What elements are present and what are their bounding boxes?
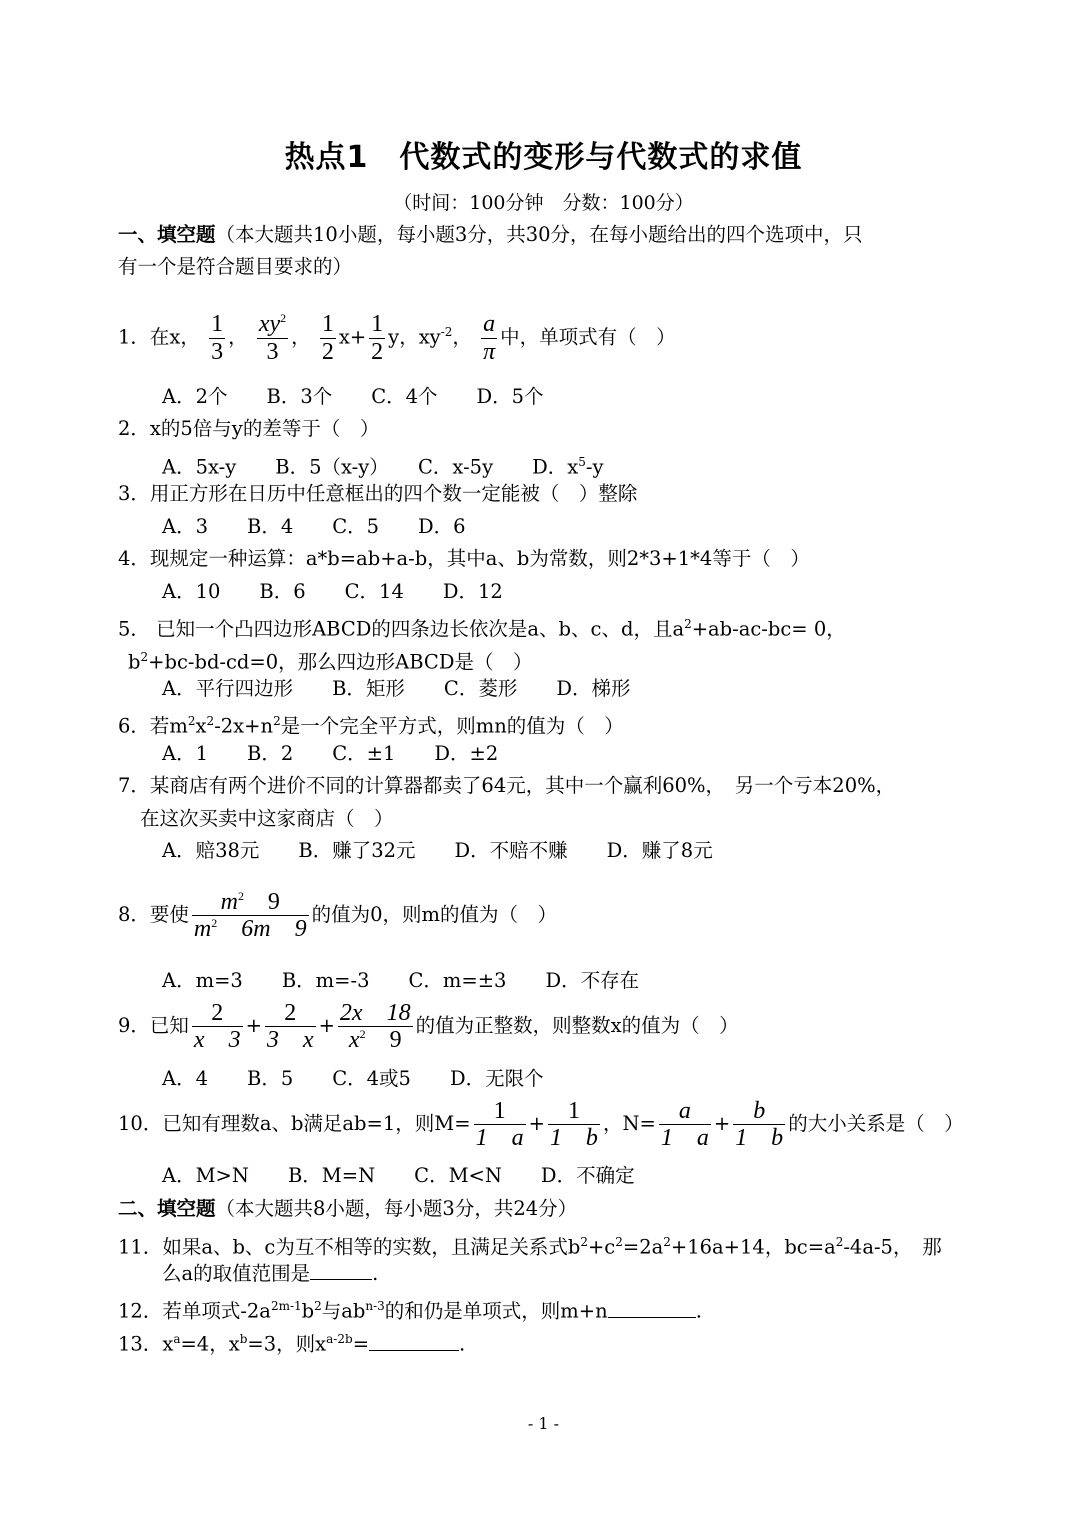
q3-options: A．3 B．4 C．5 D．6 [162,515,466,538]
q9-fraction-1: $\frac{2}{x 3}$ [193,999,241,1053]
page-number: - 1 - [527,1414,560,1433]
q1-fraction-2: $\frac{xy^2}{3}$ [258,311,287,365]
q12-answer-blank[interactable] [608,1299,696,1318]
section2-header [118,1194,577,1224]
question-5-line2: $b^2+bc-bd-cd=0$，那么四边形ABCD是（ ） [128,650,533,674]
section1-header [118,220,863,250]
question-5: 5． 已知一个凸四边形ABCD的四条边长依次是a、b、c、d，且$a^2+ab-ac-bc= 0$， [118,617,846,641]
q9-fraction-2: $\frac{2}{3 x}$ [266,999,314,1053]
q5-options: A．平行四边形 B．矩形 C．菱形 D．梯形 [162,677,631,700]
section1-desc-line2: 有一个是符合题目要求的） [118,255,353,278]
question-7: 7．某商店有两个进价不同的计算器都卖了64元，其中一个赢利60%， 另一个亏本20%， [118,774,896,797]
q7-options: A．赔38元 B．赚了32元 D．不赔不赚 D．赚了8元 [162,839,713,862]
question-11: 11．如果a、b、c为互不相等的实数，且满足关系式$b^2+c^2=2a^2+16a+14$，$bc=a^2-4a-5$， 那 [118,1235,942,1259]
q9-options: A．4 B．5 C．4或5 D．无限个 [162,1067,544,1090]
question-4: 4．现规定一种运算：a*b=ab+a-b，其中a、b为常数，则2*3+1*4等于（ ） [118,547,810,570]
question-7-line2: 在这次买卖中这家商店（ ） [140,807,394,830]
question-2: 2．x的5倍与y的差等于（ ） [118,417,380,440]
q4-options: A．10 B．6 C．14 D．12 [162,580,503,603]
time-score-info: （时间：100分钟 分数：100分） [393,192,694,214]
q2-options: A．5x-y B．5（x-y） C．x-5y D．$x^5-y$ [162,455,604,479]
question-3: 3．用正方形在日历中任意框出的四个数一定能被（ ）整除 [118,482,638,505]
q1-fraction-4: $\frac{1}{2}$ [371,311,384,365]
q8-fraction: $\frac{m^2 9}{m^2 6m 9}$ [193,888,307,942]
q13-answer-blank[interactable] [369,1332,459,1351]
question-12: 12．若单项式$-2a^{2m-1}b^2$与$ab^{n-3}$的和仍是单项式，则m+n . [118,1299,702,1323]
q6-options: A．1 B．2 C．±1 D．±2 [162,742,499,765]
q10-fraction-4: $\frac{b}{1 b}$ [735,1097,784,1151]
question-10: 10．已知有理数a、b满足ab=1，则M= $\frac{1}{1 a}$ + $\frac{1}{1 b}$ ，N= $\frac{a}{1 a}$ + $\frac{b}{1 b}$ 的大小关系是（ ） [118,1097,964,1151]
q1-fraction-5: $\frac{a}{\pi}$ [483,311,496,365]
section1-desc: （本大题共10小题，每小题3分，共30分，在每小题给出的四个选项中，只 [215,223,863,246]
section2-desc: （本大题共8小题，每小题3分，共24分） [215,1197,578,1220]
q10-options: A．M>N B．M=N C．M<N D．不确定 [162,1164,635,1187]
question-13: 13．$x^a=4$，$x^b=3$，则$x^{a-2b}=$ . [118,1332,466,1356]
section1-heading: 一、填空题 [118,223,216,246]
q1-fraction-1: $\frac{1}{3}$ [211,311,224,365]
question-1: 1．在x， $\frac{1}{3}$ ， $\frac{xy^2}{3}$ ， $\frac{1}{2}$ x+ $\frac{1}{2}$ y，$xy^{-2}$， $\frac{a}{\pi}$ 中，单项式有（ ） [118,311,676,365]
q11-answer-blank[interactable] [310,1261,372,1280]
question-8: 8．要使 $\frac{m^2 9}{m^2 6m 9}$ 的值为0，则m的值为（ ） [118,888,558,942]
q8-options: A．m=3 B．m=-3 C．m=±3 D．不存在 [162,969,640,992]
page-title: 热点1 代数式的变形与代数式的求值 [284,140,803,175]
question-6: 6．若$m^2x^2-2x+n^2$是一个完全平方式，则mn的值为（ ） [118,714,624,738]
question-11-line2: 么a的取值范围是 . [162,1262,379,1285]
q10-fraction-3: $\frac{a}{1 a}$ [660,1097,709,1151]
q1-options: A．2个 B．3个 C．4个 D．5个 [162,385,544,408]
q1-fraction-3: $\frac{1}{2}$ [321,311,334,365]
question-9: 9．已知 $\frac{2}{x 3}$ + $\frac{2}{3 x}$ + $\frac{2x 18}{x^2 9}$ 的值为正整数，则整数x的值为（ ） [118,999,739,1053]
q10-fraction-2: $\frac{1}{1 b}$ [549,1097,598,1151]
q1-lead: 1．在x， [118,325,200,349]
q10-fraction-1: $\frac{1}{1 a}$ [475,1097,524,1151]
q9-fraction-3: $\frac{2x 18}{x^2 9}$ [339,999,411,1053]
section2-heading: 二、填空题 [118,1197,216,1220]
